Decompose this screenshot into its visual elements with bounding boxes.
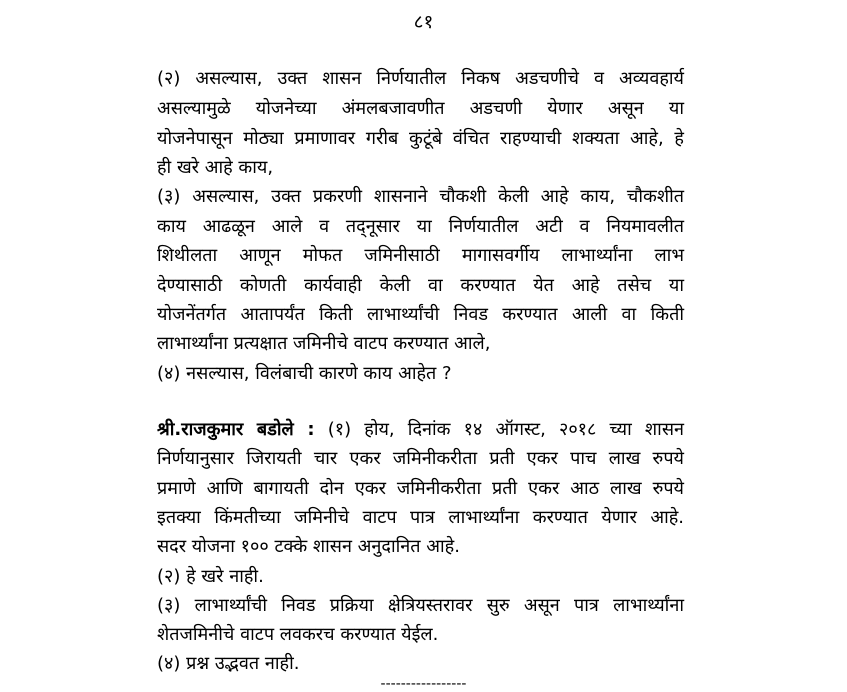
answer-line: प्रमाणे आणि बागायती दोन एकर जमिनीकरीता प्रती एकर आठ लाख रुपये	[157, 478, 684, 499]
answer-line: निर्णयानुसार जिरायती चार एकर जमिनीकरीता प्रती एकर पाच लाख रुपये	[157, 448, 684, 469]
page-number: ८१	[413, 11, 434, 33]
question-line: काय आढळून आले व तद्नूसार या निर्णयातील अटी व नियमावलीत	[157, 216, 684, 237]
question-line: योजनेपासून मोठ्या प्रमाणावर गरीब कुटूंबे वंचित राहण्याची शक्यता आहे, हे	[157, 128, 684, 149]
answer-line: (२) हे खरे नाही.	[157, 566, 264, 587]
question-line: लाभार्थ्यांना प्रत्यक्षात जमिनीचे वाटप करण्यात आले,	[157, 333, 491, 354]
speaker-name: श्री.राजकुमार बडोले :	[157, 419, 315, 440]
question-line: देण्यासाठी कोणती कार्यवाही केली वा करण्यात येत आहे तसेच या	[157, 275, 684, 296]
answer-line: इतक्या किंमतीच्या जमिनीचे वाटप पात्र लाभार्थ्यांना करण्यात येणार आहे.	[157, 507, 684, 528]
answer-line: सदर योजना १०० टक्के शासन अनुदानित आहे.	[157, 536, 460, 557]
question-line: असल्यामुळे योजनेच्या अंमलबजावणीत अडचणी येणार असून या	[157, 98, 684, 119]
question-line: (४) नसल्यास, विलंबाची कारणे काय आहेत ?	[157, 363, 452, 384]
answer-text: (१) होय, दिनांक १४ ऑगस्ट, २०१८ च्या शासन	[327, 419, 684, 440]
answer-first-line	[157, 418, 684, 442]
answer-line: (३) लाभार्थ्यांची निवड प्रक्रिया क्षेत्रियस्तरावर सुरु असून पात्र लाभार्थ्यांना	[157, 595, 684, 616]
question-line: (३) असल्यास, उक्त प्रकरणी शासनाने चौकशी केली आहे काय, चौकशीत	[157, 186, 684, 207]
answer-line: (४) प्रश्न उद्भवत नाही.	[157, 653, 300, 674]
answer-line: शेतजमिनीचे वाटप लवकरच करण्यात येईल.	[157, 624, 439, 645]
question-line: योजनेंतर्गत आतापर्यंत किती लाभार्थ्यांची निवड करण्यात आली वा किती	[157, 304, 684, 325]
separator-line: -----------------	[380, 676, 467, 692]
question-line: (२) असल्यास, उक्त शासन निर्णयातील निकष अडचणीचे व अव्यवहार्य	[157, 68, 684, 89]
question-line: शिथीलता आणून मोफत जमिनीसाठी मागासवर्गीय लाभार्थ्यांना लाभ	[157, 245, 684, 266]
question-line: ही खरे आहे काय,	[157, 157, 274, 178]
